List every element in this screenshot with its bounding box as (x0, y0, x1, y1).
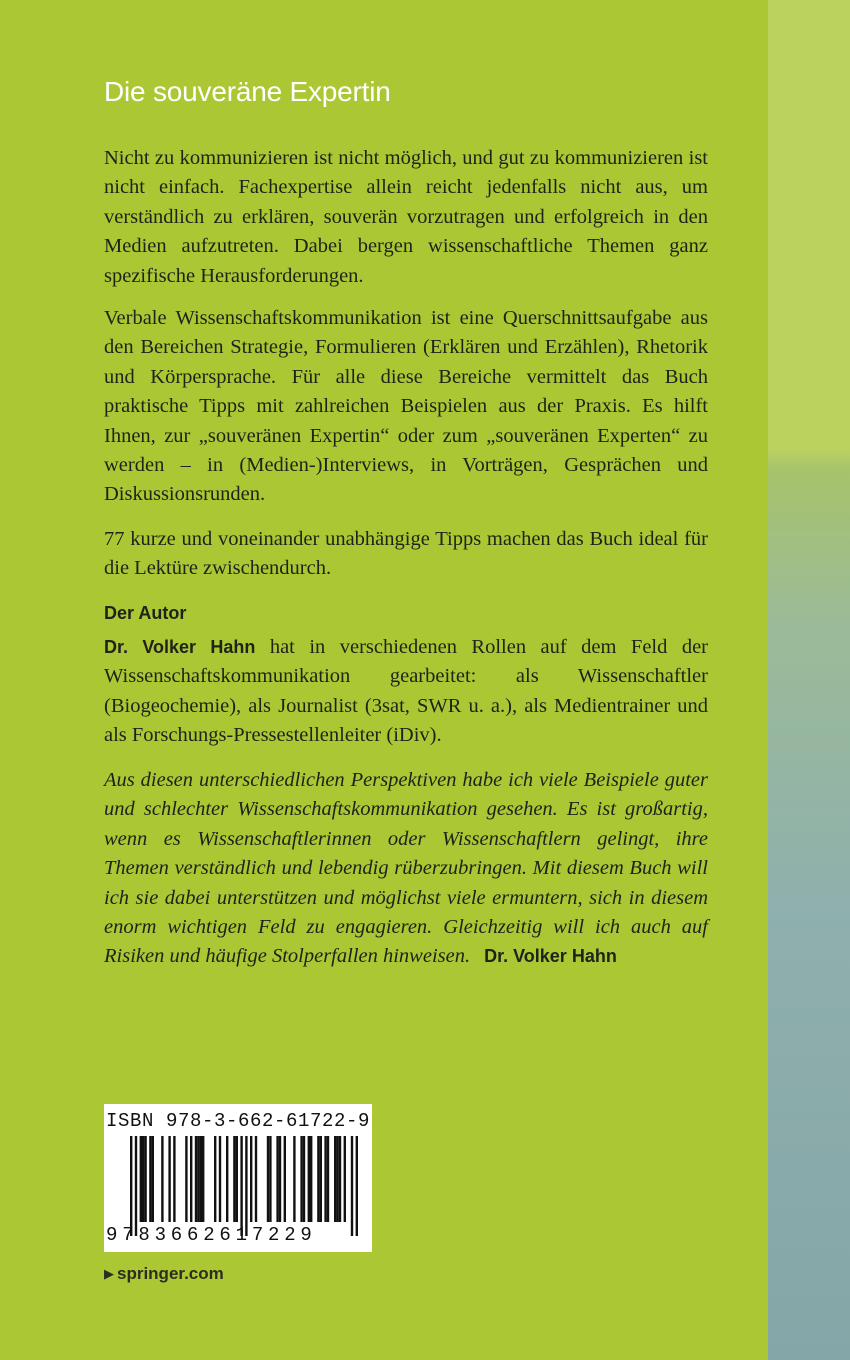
publisher-link[interactable] (104, 1264, 224, 1284)
barcode-bar (255, 1136, 257, 1222)
barcode-bar (140, 1136, 142, 1222)
barcode-bar (236, 1136, 238, 1222)
blurb-paragraph-1: Nicht zu kommunizieren ist nicht möglich, und gut zu kommunizieren ist nicht einfach. Fachexpertise allein reicht jedenfalls nicht aus, um verständlich zu erklären, souverän vorzutragen und erfolgreich in den Medien aufzutreten. Dabei bergen wissenschaftliche Themen ganz spezifische Herausforderungen. (104, 147, 708, 287)
barcode-bar (142, 1136, 144, 1222)
barcode-bar (300, 1136, 302, 1222)
blurb-paragraph-3: 77 kurze und voneinander unabhängige Tipps machen das Buch ideal für die Lektüre zwischendurch. (104, 528, 708, 580)
blurb-paragraph-2: Verbale Wissenschaftskommunikation ist eine Querschnittsaufgabe aus den Bereichen Strategie, Formulieren (Erklären und Erzählen), Rhetorik und Körpersprache. Für alle diese Bereiche vermittelt das Buch praktische Tipps mit zahlreichen Beispielen aus der Praxis. Es hilft Ihnen, zur „souveränen Expertin“ oder zum „souveränen Experten“ zu werden – in (Medien-)Interviews, in Vorträgen, Gesprächen und Diskussionsrunden. (104, 307, 708, 506)
author-quote (104, 766, 708, 972)
isbn-label: ISBN 978-3-662-61722-9 (105, 1110, 371, 1132)
barcode-bar (276, 1136, 278, 1222)
barcode-bar (269, 1136, 271, 1222)
triangle-right-icon: ▶ (104, 1266, 114, 1281)
barcode-bar (336, 1136, 338, 1222)
publisher-url: springer.com (117, 1264, 224, 1283)
barcode-bar (168, 1136, 170, 1222)
barcode-bar (233, 1136, 235, 1222)
barcode-bar (149, 1136, 151, 1222)
author-name: Dr. Volker Hahn (104, 637, 256, 657)
barcode-bar (267, 1136, 269, 1222)
barcode-bar (293, 1136, 295, 1222)
barcode-bar (310, 1136, 312, 1222)
barcode-guard-bar (130, 1136, 132, 1236)
barcode-bar (214, 1136, 216, 1222)
quote-text: Aus diesen unterschiedlichen Perspektiven habe ich viele Beispiele guter und schlechter Wissenschaftskommunikation gesehen. Es ist großartig, wenn es Wissenschaftlerinnen oder Wissenschaftlern gelingt, ihre Themen verständlich und lebendig rüberzubringen. Mit diesem Buch will ich sie dabei unterstützen und möglichst viele ermuntern, sich in diesem enorm wichtigen Feld zu engagieren. Gleichzeitig will ich auch auf Risiken und häufige Stolperfallen hinweisen. (104, 769, 708, 968)
barcode-bar (284, 1136, 286, 1222)
barcode-guard-bar (245, 1136, 247, 1236)
barcode-bar (173, 1136, 175, 1222)
barcode-bar (324, 1136, 326, 1222)
author-bio-text: hat in verschiedenen Rollen auf dem Feld der Wissenschaftskommunikation gearbeitet: als Wissenschaftler (Biogeochemie), als Journalist (3sat, SWR u. a.), als Medientrainer und als Forschungs-Pressestellenleiter (iDiv). (104, 636, 708, 747)
barcode-bar (320, 1136, 322, 1222)
barcode-guard-bar (240, 1136, 242, 1236)
barcode-bar (339, 1136, 341, 1222)
barcode-bar (344, 1136, 346, 1222)
barcode-bar (226, 1136, 228, 1222)
barcode-bar (161, 1136, 163, 1222)
barcode-bar (144, 1136, 146, 1222)
author-bio (104, 633, 708, 751)
barcode-bar (308, 1136, 310, 1222)
barcode-bar (185, 1136, 187, 1222)
barcode-bar (195, 1136, 197, 1222)
barcode-guard-bar (135, 1136, 137, 1236)
quote-signature: Dr. Volker Hahn (484, 946, 617, 967)
barcode-bar (303, 1136, 305, 1222)
barcode-bar (152, 1136, 154, 1222)
ean-digits: 9783662617229 (106, 1224, 317, 1246)
author-heading: Der Autor (104, 603, 187, 623)
barcode-bar (250, 1136, 252, 1222)
barcode-bar (190, 1136, 192, 1222)
barcode-bar (334, 1136, 336, 1222)
barcode-bar (197, 1136, 199, 1222)
barcode-guard-bar (351, 1136, 353, 1236)
barcode-bar (219, 1136, 221, 1222)
barcode-bar (200, 1136, 202, 1222)
barcode-bar (202, 1136, 204, 1222)
book-title: Die souveräne Expertin (104, 76, 391, 107)
side-strip (768, 0, 850, 1360)
barcode-bar (279, 1136, 281, 1222)
isbn-barcode-box (104, 1104, 372, 1252)
barcode-guard-bar (356, 1136, 358, 1236)
barcode-bar (317, 1136, 319, 1222)
barcode-bar (327, 1136, 329, 1222)
